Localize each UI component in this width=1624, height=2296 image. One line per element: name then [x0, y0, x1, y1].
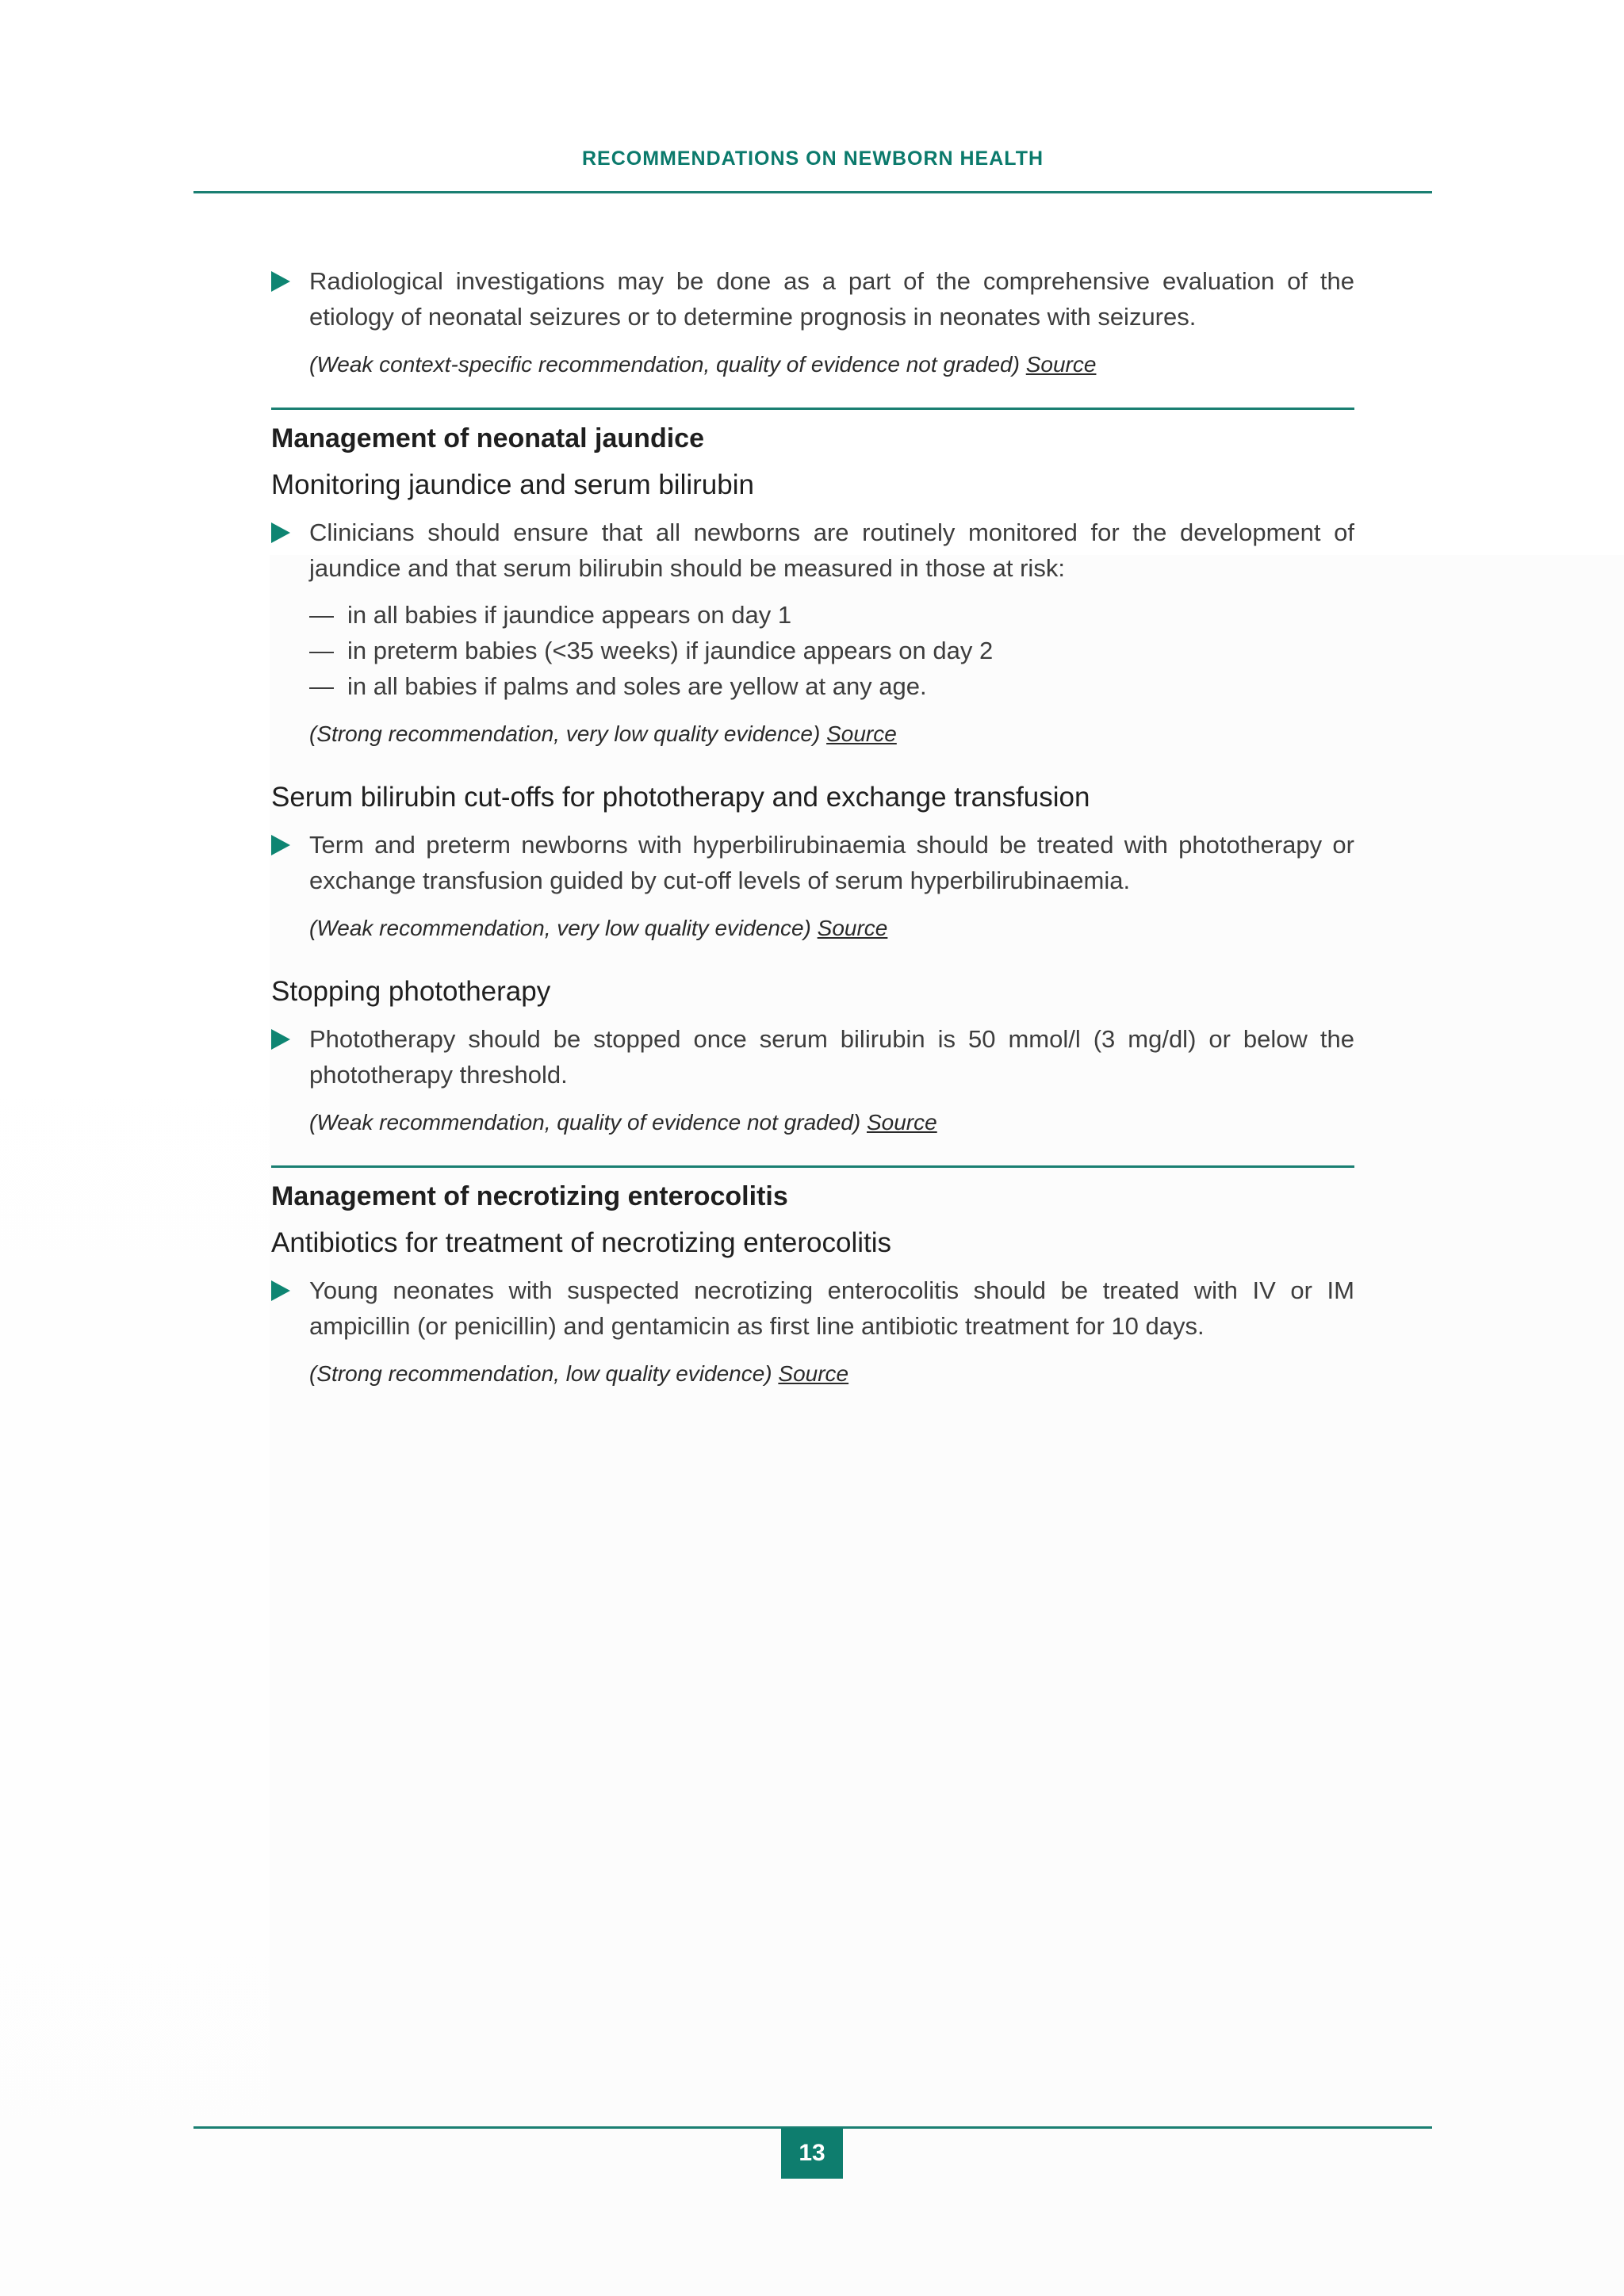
- recommendation-text: Term and preterm newborns with hyperbilirubinaemia should be treated with phototherapy or exchange transfusion guided by cut-off levels of serum hyperbilirubinaemia.: [309, 831, 1354, 894]
- dash-glyph: —: [309, 672, 334, 700]
- subhead-monitoring: Monitoring jaundice and serum bilirubin: [271, 469, 754, 500]
- source-link[interactable]: Source: [866, 1110, 937, 1135]
- recommendation-strength: [271, 718, 1354, 750]
- triangle-bullet-icon: [271, 1280, 290, 1301]
- recommendation-text: Clinicians should ensure that all newborns are routinely monitored for the development of jaundice and that serum bilirubin should be measured in those at risk:: [309, 519, 1354, 582]
- source-link[interactable]: Source: [778, 1361, 849, 1386]
- recommendation-item: [271, 1021, 1354, 1093]
- triangle-bullet-icon: [271, 522, 290, 543]
- subhead-cutoffs: Serum bilirubin cut-offs for phototherapy and exchange transfusion: [271, 782, 1090, 813]
- recommendation-grade: (Strong recommendation, low quality evidence): [309, 1361, 772, 1386]
- recommendation-item: [271, 827, 1354, 898]
- section-title-nec: Management of necrotizing enterocolitis: [271, 1181, 788, 1211]
- recommendation-item: [271, 1272, 1354, 1344]
- section-divider: [271, 408, 1354, 410]
- dash-glyph: —: [309, 601, 334, 629]
- recommendation-grade: (Weak recommendation, very low quality evidence): [309, 916, 811, 940]
- subhead-antibiotics: Antibiotics for treatment of necrotizing enterocolitis: [271, 1227, 892, 1258]
- risk-criteria-list: [271, 597, 1354, 704]
- recommendation-strength: [271, 349, 1354, 381]
- recommendation-strength: [271, 1358, 1354, 1390]
- triangle-bullet-icon: [271, 835, 290, 855]
- list-item: — in all babies if palms and soles are yellow at any age.: [309, 668, 1354, 704]
- page-number-badge: 13: [781, 2128, 843, 2179]
- source-link[interactable]: Source: [817, 916, 888, 940]
- recommendation-text: Phototherapy should be stopped once serum bilirubin is 50 mmol/l (3 mg/dl) or below the phototherapy threshold.: [309, 1025, 1354, 1089]
- recommendation-text: Radiological investigations may be done as a part of the comprehensive evaluation of the etiology of neonatal seizures or to determine prognosis in neonates with seizures.: [309, 267, 1354, 331]
- recommendation-grade: (Weak context-specific recommendation, quality of evidence not graded): [309, 352, 1020, 377]
- header-rule: [193, 191, 1432, 193]
- recommendation-item: [271, 515, 1354, 586]
- section-divider: [271, 1165, 1354, 1168]
- recommendation-grade: (Weak recommendation, quality of evidence not graded): [309, 1110, 861, 1135]
- recommendation-item: [271, 263, 1354, 335]
- section-title-jaundice: Management of neonatal jaundice: [271, 423, 704, 453]
- subhead-stopping: Stopping phototherapy: [271, 976, 551, 1007]
- triangle-bullet-icon: [271, 1029, 290, 1050]
- recommendation-strength: [271, 913, 1354, 944]
- main-content: [271, 263, 1354, 1390]
- list-item: — in preterm babies (<35 weeks) if jaundice appears on day 2: [309, 633, 1354, 668]
- running-header: RECOMMENDATIONS ON NEWBORN HEALTH: [581, 147, 1044, 170]
- recommendation-text: Young neonates with suspected necrotizing enterocolitis should be treated with IV or IM ampicillin (or penicillin) and gentamicin as first line antibiotic treatment for 10 days.: [309, 1276, 1354, 1340]
- list-item: — in all babies if jaundice appears on day 1: [309, 597, 1354, 633]
- dash-glyph: —: [309, 637, 334, 664]
- recommendation-grade: (Strong recommendation, very low quality evidence): [309, 721, 821, 746]
- source-link[interactable]: Source: [1025, 352, 1097, 377]
- recommendation-strength: [271, 1107, 1354, 1138]
- triangle-bullet-icon: [271, 271, 290, 292]
- source-link[interactable]: Source: [826, 721, 897, 746]
